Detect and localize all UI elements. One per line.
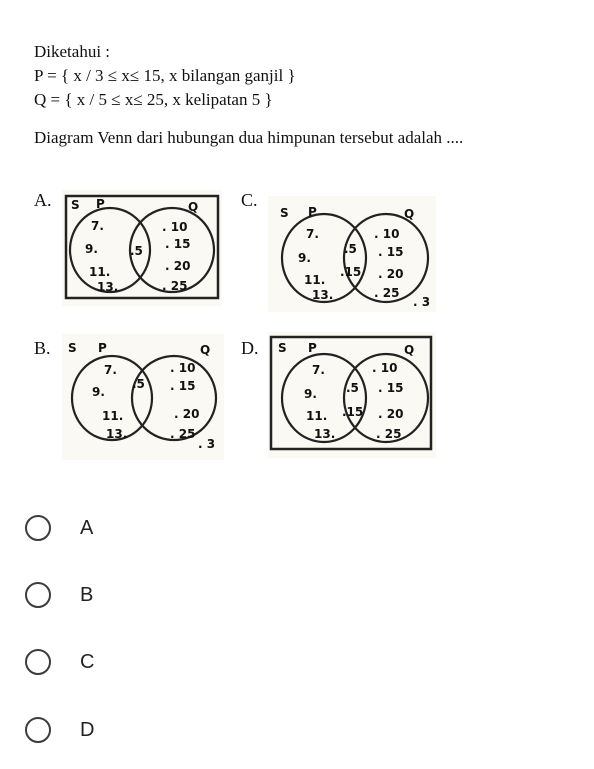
venn-element-label: 13.	[106, 427, 128, 441]
venn-element-label: P	[98, 341, 107, 355]
radio-button-b[interactable]	[25, 582, 51, 608]
radio-button-c[interactable]	[25, 649, 51, 675]
universal-set-label: S	[71, 198, 80, 212]
choice-d[interactable]	[25, 717, 94, 743]
venn-element-label: . 3	[413, 295, 431, 309]
venn-element-label: S	[278, 341, 287, 355]
venn-element-label: .15	[342, 405, 364, 419]
venn-element-label: . 20	[378, 407, 404, 421]
choice-d-label: D	[80, 718, 95, 741]
venn-element-label: . 25	[170, 427, 196, 441]
choice-a-label: A	[80, 516, 94, 539]
venn-element-label: . 15	[170, 379, 196, 393]
venn-element-label: . 20	[174, 407, 200, 421]
venn-element-label: . 10	[374, 227, 400, 241]
set-q-label: Q	[188, 200, 199, 214]
choice-c[interactable]	[25, 649, 94, 675]
venn-diagram-d	[268, 332, 436, 458]
venn-element-label: 7.	[104, 363, 117, 377]
diagram-letter-a: A.	[34, 190, 52, 210]
diagram-letter-c: C.	[241, 190, 258, 210]
diagram-letter-d: D.	[241, 338, 259, 358]
venn-element-label: Q	[200, 343, 211, 357]
venn-element-label: 9.	[304, 387, 317, 401]
choice-c-label: C	[80, 650, 95, 673]
venn-element-label: . 15	[378, 245, 404, 259]
venn-element-label: . 10	[372, 361, 398, 375]
question-line-set-p: P = { x / 3 ≤ x≤ 15, x bilangan ganjil }	[34, 66, 296, 85]
venn-element-label: . 25	[374, 286, 400, 300]
venn-element-label: . 20	[165, 259, 191, 273]
venn-element-label: . 10	[162, 220, 188, 234]
venn-element-label: . 20	[378, 267, 404, 281]
venn-element-label: Q	[404, 207, 415, 221]
venn-element-label: . 15	[165, 237, 191, 251]
venn-element-label: .5	[130, 244, 143, 258]
choice-a[interactable]	[25, 515, 93, 541]
venn-element-label: . 3	[198, 437, 216, 451]
venn-element-label: 11.	[102, 409, 124, 423]
radio-button-d[interactable]	[25, 717, 51, 743]
venn-diagram-a	[62, 190, 222, 306]
diagram-letter-b: B.	[34, 338, 51, 358]
venn-element-label: 9.	[92, 385, 105, 399]
venn-element-label: 11.	[89, 265, 111, 279]
venn-element-label: . 25	[162, 279, 188, 293]
question-line-prompt: Diagram Venn dari hubungan dua himpunan tersebut adalah ....	[34, 128, 464, 147]
venn-element-label: . 10	[170, 361, 196, 375]
venn-element-label: S	[280, 206, 289, 220]
venn-element-label: .5	[344, 242, 357, 256]
question-line-set-q: Q = { x / 5 ≤ x≤ 25, x kelipatan 5 }	[34, 90, 273, 109]
choice-b-label: B	[80, 583, 94, 606]
venn-element-label: 9.	[298, 251, 311, 265]
radio-button-a[interactable]	[25, 515, 51, 541]
venn-element-label: . 25	[376, 427, 402, 441]
venn-element-label: P	[308, 341, 317, 355]
venn-element-label: S	[68, 341, 77, 355]
venn-diagram-c	[268, 196, 436, 312]
venn-element-label: 11.	[306, 409, 328, 423]
venn-element-label: Q	[404, 343, 415, 357]
venn-element-label: .15	[340, 265, 362, 279]
venn-element-label: 7.	[312, 363, 325, 377]
venn-element-label: P	[308, 205, 317, 219]
set-p-label: P	[96, 197, 105, 211]
choice-b[interactable]	[25, 582, 93, 608]
venn-element-label: .5	[346, 381, 359, 395]
question-line-given: Diketahui :	[34, 42, 111, 61]
venn-element-label: 13.	[97, 280, 119, 294]
question-text	[34, 40, 463, 150]
venn-element-label: 13.	[314, 427, 336, 441]
venn-element-label: 7.	[306, 227, 319, 241]
venn-element-label: 13.	[312, 288, 334, 302]
venn-element-label: 9.	[85, 242, 98, 256]
venn-element-label: 7.	[91, 219, 104, 233]
venn-element-label: . 15	[378, 381, 404, 395]
venn-element-label: 11.	[304, 273, 326, 287]
venn-diagram-b	[62, 334, 224, 460]
venn-element-label: .5	[132, 377, 145, 391]
